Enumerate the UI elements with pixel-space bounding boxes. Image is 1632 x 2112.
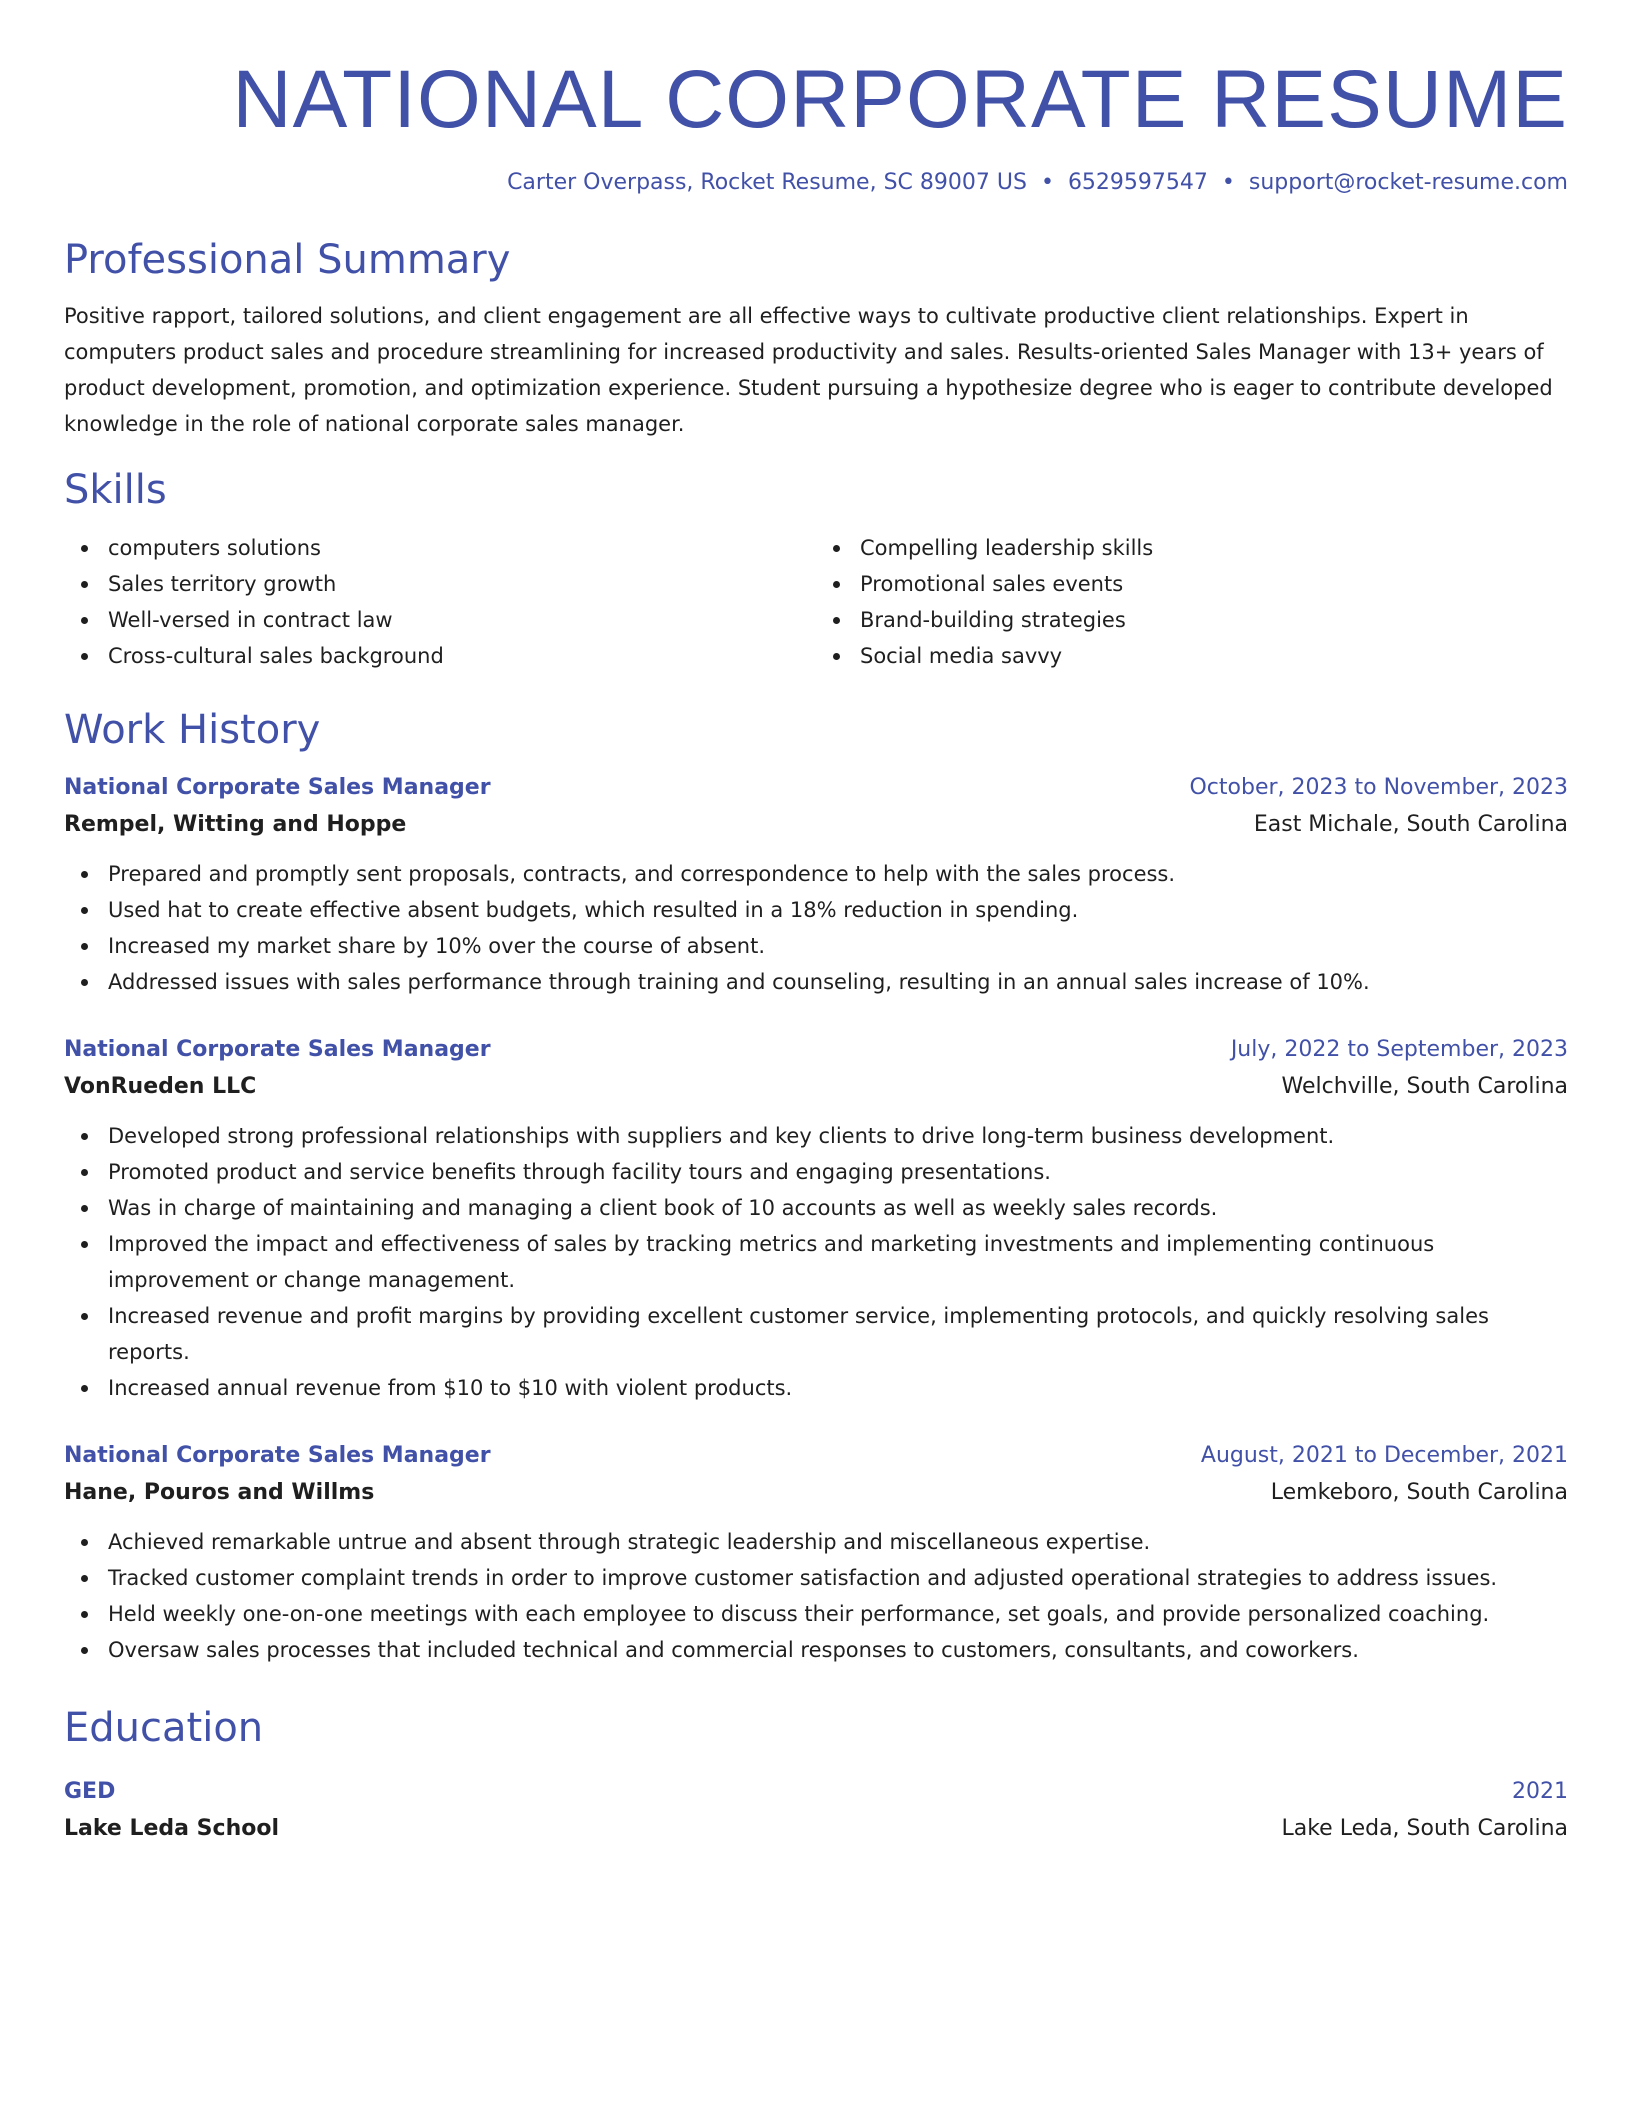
summary-section xyxy=(64,234,1568,442)
job-bullet: Promoted product and service benefits through facility tours and engaging presentations. xyxy=(64,1154,1568,1190)
contact-email: support@rocket-resume.com xyxy=(1248,170,1568,195)
resume-title: NATIONAL CORPORATE RESUME xyxy=(232,54,1568,145)
job-location: Welchville, South Carolina xyxy=(1281,1074,1568,1099)
job-dates: October, 2023 to November, 2023 xyxy=(1189,775,1568,800)
job-bullet: Increased my market share by 10% over the course of absent. xyxy=(64,928,1568,964)
skills-list-left xyxy=(64,530,816,674)
education-header-row xyxy=(64,1774,1568,1810)
job-bullet: Prepared and promptly sent proposals, contracts, and correspondence to help with the sales process. xyxy=(64,856,1568,892)
job-location: Lemkeboro, South Carolina xyxy=(1270,1480,1568,1505)
job-company-row xyxy=(64,1068,1568,1106)
job-bullet: Improved the impact and effectiveness of sales by tracking metrics and marketing investments and implementing continuous improvement or change management. xyxy=(64,1226,1568,1298)
section-title-work-history: Work History xyxy=(64,707,321,753)
education-degree: GED xyxy=(64,1779,116,1804)
job-company: VonRueden LLC xyxy=(64,1074,257,1099)
skill-item: Brand-building strategies xyxy=(816,602,1568,638)
job-bullet: Tracked customer complaint trends in order to improve customer satisfaction and adjusted operational strategies to address issues. xyxy=(64,1560,1568,1596)
job-bullet: Held weekly one-on-one meetings with each employee to discuss their performance, set goals, and provide personalized coaching. xyxy=(64,1596,1568,1632)
job-role: National Corporate Sales Manager xyxy=(64,1037,491,1062)
contact-separator: • xyxy=(1040,170,1054,195)
job-entry xyxy=(64,1438,1568,1668)
education-location: Lake Leda, South Carolina xyxy=(1281,1816,1568,1841)
job-entry xyxy=(64,770,1568,1000)
skills-list-right xyxy=(816,530,1568,674)
section-title-education: Education xyxy=(64,1705,264,1751)
education-section xyxy=(64,1702,1568,1848)
job-bullets xyxy=(64,1524,1568,1668)
contact-address: Carter Overpass, Rocket Resume, SC 89007 US xyxy=(507,170,1027,195)
contact-separator: • xyxy=(1221,170,1235,195)
education-school: Lake Leda School xyxy=(64,1816,279,1841)
education-school-row xyxy=(64,1810,1568,1848)
education-entry xyxy=(64,1774,1568,1848)
skill-item: Sales territory growth xyxy=(64,566,816,602)
job-bullet: Was in charge of maintaining and managing a client book of 10 accounts as well as weekly sales records. xyxy=(64,1190,1568,1226)
education-year: 2021 xyxy=(1512,1779,1568,1804)
skill-item: Well-versed in contract law xyxy=(64,602,816,638)
section-title-summary: Professional Summary xyxy=(64,237,511,283)
job-bullet: Oversaw sales processes that included technical and commercial responses to customers, consultants, and coworkers. xyxy=(64,1632,1568,1668)
job-role: National Corporate Sales Manager xyxy=(64,1443,491,1468)
skill-item: Social media savvy xyxy=(816,638,1568,674)
skill-item: Cross-cultural sales background xyxy=(64,638,816,674)
contact-phone: 6529597547 xyxy=(1067,170,1208,195)
job-company-row xyxy=(64,806,1568,844)
summary-text: Positive rapport, tailored solutions, and client engagement are all effective ways to cultivate productive client relationships. Expert in computers product sales and procedure streamlining for increased productivity and sales. Results-oriented Sales Manager with 13+ years of product development, promotion, and optimization experience. Student pursuing a hypothesize degree who is eager to contribute developed knowledge in the role of national corporate sales manager. xyxy=(64,304,1553,436)
resume-header xyxy=(64,52,1568,200)
job-bullet: Increased annual revenue from $10 to $10 with violent products. xyxy=(64,1370,1568,1406)
skills-section xyxy=(64,464,1568,674)
contact-line xyxy=(64,166,1568,200)
job-dates: July, 2022 to September, 2023 xyxy=(1230,1037,1568,1062)
job-header-row xyxy=(64,1032,1568,1068)
job-bullet: Developed strong professional relationships with suppliers and key clients to drive long-term business development. xyxy=(64,1118,1568,1154)
skill-item: Compelling leadership skills xyxy=(816,530,1568,566)
job-bullets xyxy=(64,1118,1568,1406)
job-bullet: Increased revenue and profit margins by providing excellent customer service, implementing protocols, and quickly resolving sales reports. xyxy=(64,1298,1568,1370)
job-dates: August, 2021 to December, 2021 xyxy=(1200,1443,1568,1468)
job-entry xyxy=(64,1032,1568,1406)
job-bullets xyxy=(64,856,1568,1000)
work-history-section xyxy=(64,704,1568,1668)
skill-item: computers solutions xyxy=(64,530,816,566)
job-bullet: Used hat to create effective absent budgets, which resulted in a 18% reduction in spending. xyxy=(64,892,1568,928)
job-bullet: Addressed issues with sales performance through training and counseling, resulting in an annual sales increase of 10%. xyxy=(64,964,1568,1000)
job-company-row xyxy=(64,1474,1568,1512)
job-header-row xyxy=(64,770,1568,806)
section-title-skills: Skills xyxy=(64,467,167,513)
job-header-row xyxy=(64,1438,1568,1474)
job-company: Rempel, Witting and Hoppe xyxy=(64,812,407,837)
job-company: Hane, Pouros and Willms xyxy=(64,1480,375,1505)
job-location: East Michale, South Carolina xyxy=(1253,812,1568,837)
skills-columns xyxy=(64,530,1568,674)
job-bullet: Achieved remarkable untrue and absent through strategic leadership and miscellaneous expertise. xyxy=(64,1524,1568,1560)
skill-item: Promotional sales events xyxy=(816,566,1568,602)
job-role: National Corporate Sales Manager xyxy=(64,775,491,800)
